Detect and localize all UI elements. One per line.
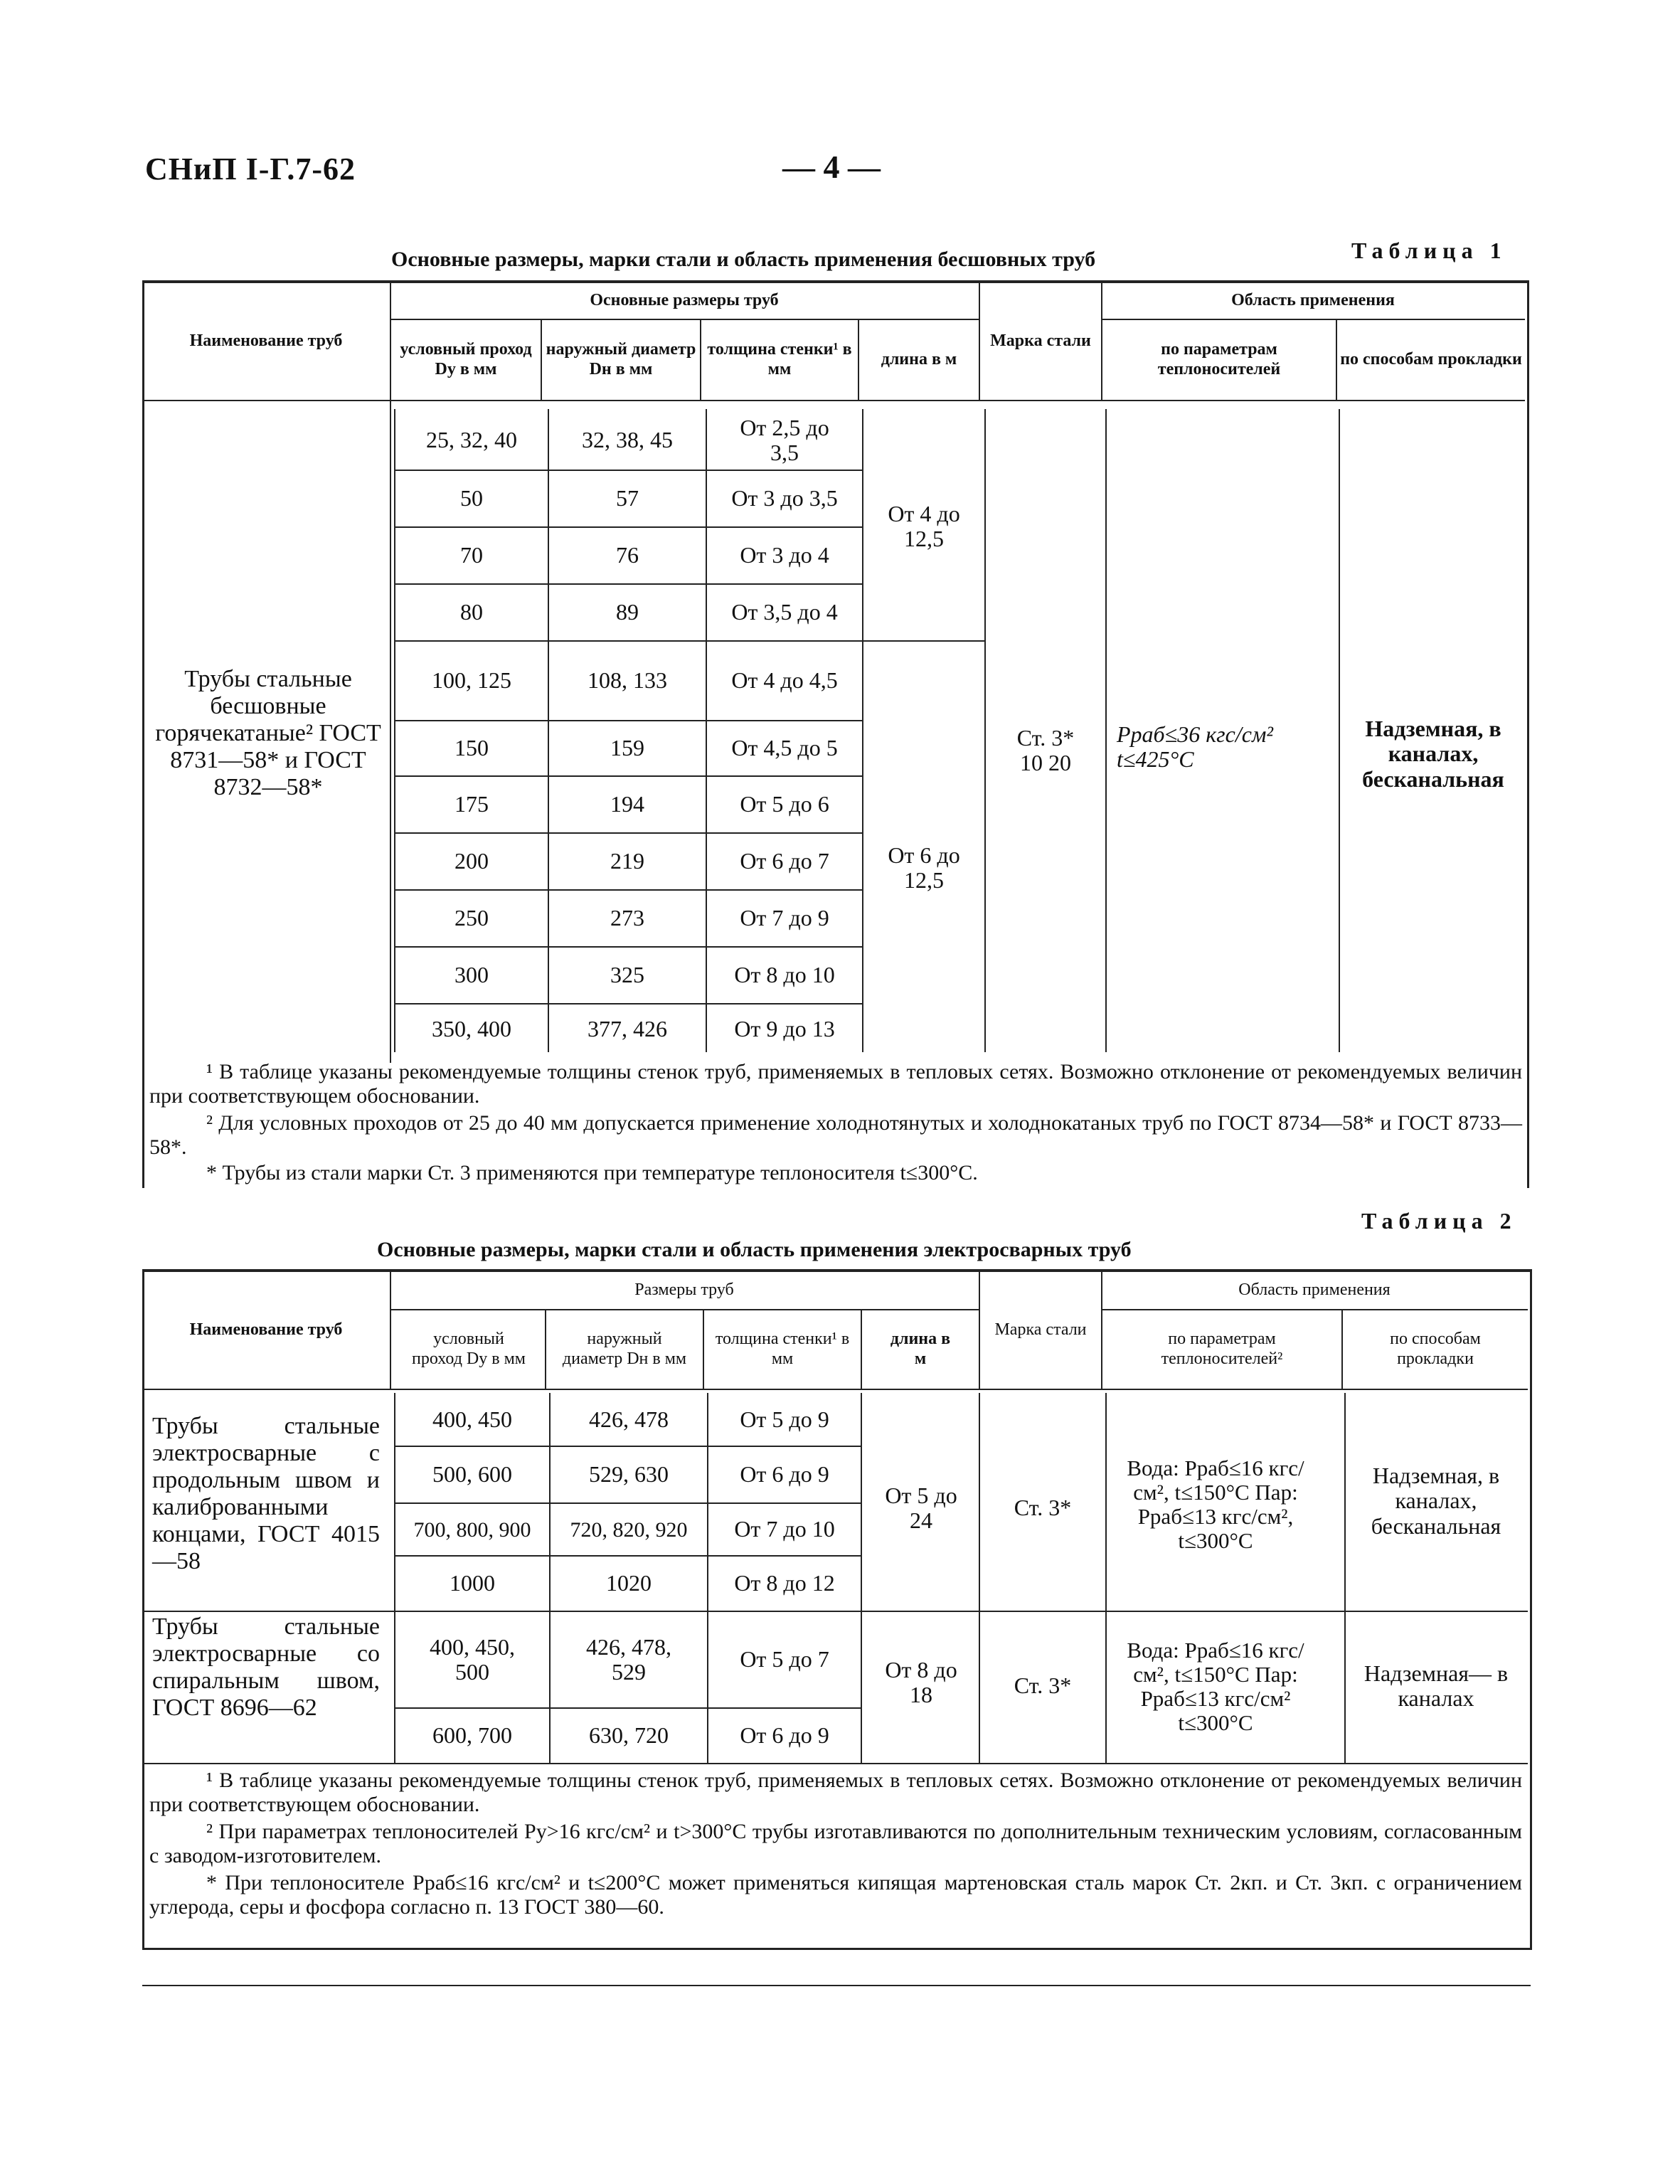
t2-g1-steel: Ст. 3* <box>1014 1495 1072 1521</box>
t2-header-dn: наружный диаметр Dн в мм <box>562 1330 687 1368</box>
t1-r5-wall: От 4,5 до 5 <box>731 735 838 761</box>
t1-header-laying: по способам прокладки <box>1340 350 1522 369</box>
t1-note-1: ¹ В таблице указаны рекомендуемые толщины стенок труб, применяемых в тепловых сетях. Возможно отклонение от рекомендуемых величин при соответствующем обосновании. <box>149 1060 1522 1108</box>
t2-g1-r1-dy: 500, 600 <box>432 1461 512 1488</box>
document-code: СНиП I-Г.7-62 <box>145 152 356 186</box>
t2-note-1: ¹ В таблице указаны рекомендуемые толщины стенок труб, применяемых в тепловых сетях. Возможно отклонение от рекомендуемых величин при соответствующем обосновании. <box>149 1769 1522 1816</box>
t2-g2-params: Вода: Pраб≤16 кгс/см², t≤150°C Пар: Pраб≤13 кгс/см² t≤300°C <box>1127 1637 1304 1736</box>
t1-pipe-name: Трубы стальные бесшовные горячекатаные² ГОСТ 8731—58* и ГОСТ 8732—58* <box>155 666 381 801</box>
t2-g1-length: От 5 до 24 <box>885 1482 957 1533</box>
t1-header-dn: наружный диаметр Dн в мм <box>546 340 696 378</box>
t2-g1-params: Вода: Pраб≤16 кгс/см², t≤150°C Пар: Pраб≤13 кгс/см², t≤300°C <box>1127 1455 1304 1554</box>
t1-r4-wall: От 4 до 4,5 <box>731 667 838 694</box>
t1-r4-dn: 108, 133 <box>588 667 667 694</box>
t1-r7-wall: От 6 до 7 <box>740 848 829 874</box>
t1-r9-dn: 325 <box>610 962 644 988</box>
t2-g1-r2-wall: От 7 до 10 <box>734 1516 835 1542</box>
t1-r7-dy: 200 <box>454 848 489 874</box>
t1-r6-dn: 194 <box>610 791 644 817</box>
t1-r5-dy: 150 <box>454 735 489 761</box>
t1-r2-wall: От 3 до 4 <box>740 542 829 568</box>
t1-r10-dn: 377, 426 <box>588 1016 667 1042</box>
t2-g1-laying: Надземная, в каналах, бесканальная <box>1371 1463 1501 1539</box>
t2-g2-r1-dn: 630, 720 <box>589 1722 669 1749</box>
t1-laying: Надземная, в каналах, бесканальная <box>1362 716 1504 792</box>
t1-length-b: От 6 до 12,5 <box>888 842 960 893</box>
t2-header-name: Наименование труб <box>189 1320 343 1340</box>
t2-header-steel: Марка стали <box>994 1320 1087 1340</box>
t1-header-wall: толщина стенки¹ в мм <box>707 340 852 378</box>
t2-header-length: длина в м <box>890 1330 951 1368</box>
t1-header-sizes-group: Основные размеры труб <box>590 291 779 310</box>
t1-r1-dn: 57 <box>616 485 639 511</box>
t1-r8-wall: От 7 до 9 <box>740 905 829 931</box>
t1-r8-dn: 273 <box>610 905 644 931</box>
t1-r3-dy: 80 <box>460 599 483 625</box>
t2-g2-r1-dy: 600, 700 <box>432 1722 512 1749</box>
t1-r0-dy: 25, 32, 40 <box>426 427 517 453</box>
t1-r2-dy: 70 <box>460 542 483 568</box>
t1-length-a: От 4 до 12,5 <box>888 500 960 551</box>
t1-header-name: Наименование труб <box>189 332 343 351</box>
t2-g1-name: Трубы стальные электросварные с продольным швом и калиброванными концами, ГОСТ 4015—58 <box>152 1413 380 1575</box>
t2-note-3: * При теплоносителе Pраб≤16 кгс/см² и t≤200°С может применяться кипящая мартеновская сталь марок Ст. 2кп. и Ст. 3кп. с ограничением углерода, серы и фосфора согласно п. 13 ГОСТ 380—60. <box>149 1871 1522 1919</box>
t1-r7-dn: 219 <box>610 848 644 874</box>
t2-header-sizes-group: Размеры труб <box>634 1281 734 1300</box>
t1-r6-wall: От 5 до 6 <box>740 791 829 817</box>
page-number: — 4 — <box>782 149 881 185</box>
t1-r1-wall: От 3 до 3,5 <box>731 485 838 511</box>
t2-g1-r1-wall: От 6 до 9 <box>740 1461 829 1488</box>
table1-title: Основные размеры, марки стали и область применения бесшовных труб <box>391 248 1096 271</box>
t2-g2-laying: Надземная— в каналах <box>1363 1660 1509 1711</box>
t2-g2-r1-wall: От 6 до 9 <box>740 1722 829 1749</box>
t1-r8-dy: 250 <box>454 905 489 931</box>
t1-r10-dy: 350, 400 <box>432 1016 511 1042</box>
t2-g1-r2-dn: 720, 820, 920 <box>570 1517 688 1542</box>
t1-header-steel: Марка стали <box>990 332 1091 351</box>
t2-header-area-group: Область применения <box>1238 1281 1391 1300</box>
t1-r10-wall: От 9 до 13 <box>734 1016 835 1042</box>
t2-header-laying: по способам прокладки <box>1390 1330 1481 1368</box>
t1-note-2: ² Для условных проходов от 25 до 40 мм допускается применение холоднотянутых и холоднокатаных труб по ГОСТ 8734—58* и ГОСТ 8733—58*. <box>149 1111 1522 1159</box>
t1-params: Pраб≤36 кгс/см² t≤425°C <box>1117 721 1273 772</box>
t2-header-wall: толщина стенки¹ в мм <box>715 1330 850 1368</box>
t1-r3-wall: От 3,5 до 4 <box>731 599 838 625</box>
t2-g1-r1-dn: 529, 630 <box>589 1461 669 1488</box>
t2-g1-r0-dn: 426, 478 <box>589 1406 669 1433</box>
t2-g1-r3-dy: 1000 <box>450 1570 495 1596</box>
t1-header-params: по параметрам теплоносителей <box>1157 340 1281 378</box>
t2-note-2: ² При параметрах теплоносителей Pу>16 кгс/см² и t>300°С трубы изготавливаются по дополнительным техническим условиям, согласованным с заводом-изготовителем. <box>149 1820 1522 1867</box>
t1-header-length: длина в м <box>881 350 957 369</box>
t1-r0-dn: 32, 38, 45 <box>582 427 673 453</box>
t1-r9-dy: 300 <box>454 962 489 988</box>
t1-header-area-group: Область применения <box>1231 291 1395 310</box>
t2-g2-r0-wall: От 5 до 7 <box>740 1646 829 1673</box>
t1-r5-dn: 159 <box>610 735 644 761</box>
t2-g2-steel: Ст. 3* <box>1014 1673 1072 1699</box>
t2-header-dy: условный проход Dу в мм <box>412 1330 526 1368</box>
t1-header-dy: условный проход Dу в мм <box>400 340 532 378</box>
t1-r1-dy: 50 <box>460 485 483 511</box>
t2-g1-r0-dy: 400, 450 <box>432 1406 512 1433</box>
t2-g1-r2-dy: 700, 800, 900 <box>413 1517 531 1542</box>
t2-header-params: по параметрам теплоносителей² <box>1161 1330 1283 1368</box>
t1-r0-wall: От 2,5 до 3,5 <box>740 414 829 465</box>
t1-r6-dy: 175 <box>454 791 489 817</box>
t1-steel: Ст. 3* 10 20 <box>1016 724 1075 775</box>
t2-g2-length: От 8 до 18 <box>885 1656 957 1707</box>
t2-g2-name: Трубы стальные электросварные со спиральным швом, ГОСТ 8696—62 <box>152 1613 380 1722</box>
table2-label: Таблица 2 <box>1361 1208 1517 1234</box>
t1-r4-dy: 100, 125 <box>432 667 511 694</box>
t1-r9-wall: От 8 до 10 <box>734 962 835 988</box>
t1-r2-dn: 76 <box>616 542 639 568</box>
t1-r3-dn: 89 <box>616 599 639 625</box>
t2-g1-r0-wall: От 5 до 9 <box>740 1406 829 1433</box>
t2-g1-r3-wall: От 8 до 12 <box>734 1570 835 1596</box>
t2-g2-r0-dy: 400, 450, 500 <box>430 1633 515 1685</box>
t1-note-3: * Трубы из стали марки Ст. 3 применяются при температуре теплоносителя t≤300°С. <box>206 1161 978 1184</box>
table2-title: Основные размеры, марки стали и область применения электросварных труб <box>377 1238 1132 1261</box>
t2-g2-r0-dn: 426, 478, 529 <box>586 1633 671 1685</box>
t2-g1-r3-dn: 1020 <box>606 1570 652 1596</box>
table1-label: Таблица 1 <box>1351 238 1507 263</box>
